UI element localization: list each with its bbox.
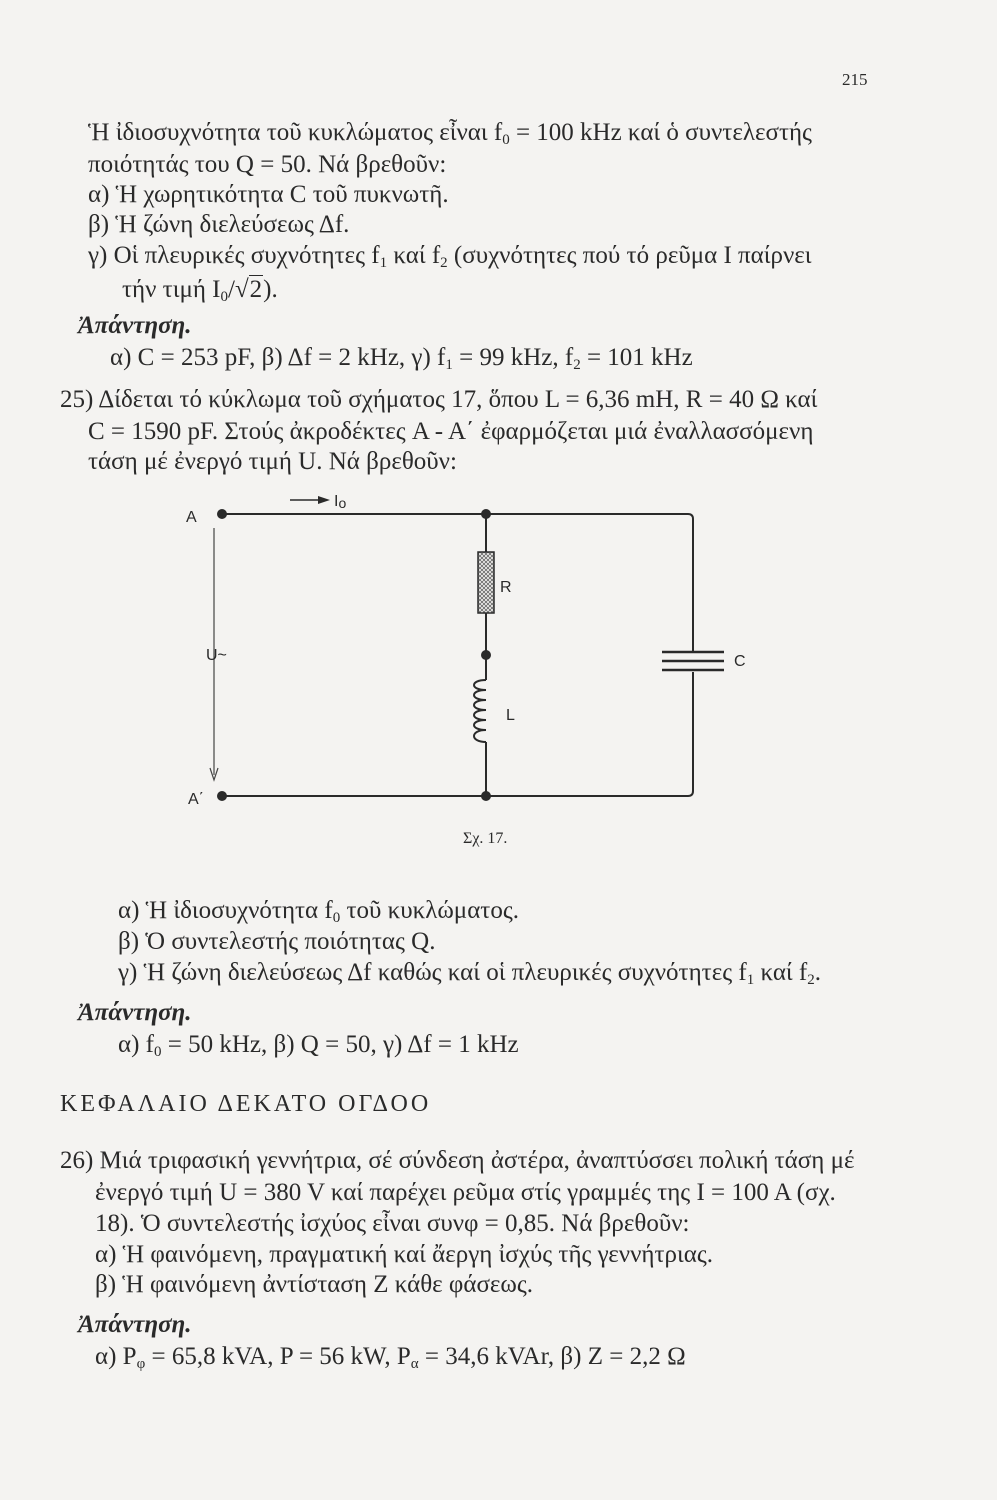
chapter-title: ΚΕΦΑΛΑΙΟ ΔΕΚΑΤΟ ΟΓΔΟΟ — [60, 1091, 432, 1117]
junction-bottom — [481, 791, 491, 801]
problem24-item-a: α) Ἡ χωρητικότητα C τοῦ πυκνωτῆ. — [88, 181, 449, 208]
problem26-answer: α) $P_\varphi = 65,8$ kVA, P = 56 kW, $P_\alpha = 34,6$ kVAr, β) Z = 2,2 Ω — [95, 1343, 686, 1372]
label-voltage: U~ — [206, 647, 227, 664]
problem26-line2: ἐνεργό τιμή U = 380 V καί παρέχει ρεῦμα στίς γραμμές της I = 100 A (σχ. — [95, 1179, 836, 1206]
problem26-line1: 26) Μιά τριφασική γεννήτρια, σέ σύνδεση ἀστέρα, ἀναπτύσσει πολική τάση μέ — [60, 1147, 855, 1174]
problem24-item-c-cont: τήν τιμή $I_0/√2$). — [122, 276, 278, 305]
page-number: 215 — [842, 70, 868, 89]
problem25-answer: α) $f_0 = 50$ kHz, β) Q = 50, γ) Δf = 1 kHz — [118, 1031, 519, 1060]
problem24-answer-label: Ἀπάντηση. — [78, 312, 192, 339]
label-a: A — [186, 509, 197, 526]
junction-top — [481, 509, 491, 519]
problem25-line3: τάση μέ ἐνεργό τιμή U. Νά βρεθοῦν: — [88, 448, 457, 475]
label-capacitor: C — [734, 653, 746, 670]
resistor — [478, 552, 494, 613]
label-resistor: R — [500, 579, 512, 596]
figure-caption: Σχ. 17. — [463, 830, 508, 847]
problem26-item-b: β) Ἡ φαινόμενη ἀντίσταση Z κάθε φάσεως. — [95, 1271, 534, 1298]
problem25-item-b: β) Ὁ συντελεστής ποιότητας Q. — [118, 928, 436, 955]
terminal-a-prime — [217, 791, 227, 801]
problem25-line1: 25) Δίδεται τό κύκλωμα τοῦ σχήματος 17, ὅπου L = 6,36 mH, R = 40 Ω καί — [60, 386, 818, 413]
label-inductor: L — [506, 707, 515, 724]
problem24-answer: α) C = 253 pF, β) Δf = 2 kHz, γ) $f_1 = 99$ kHz, $f_2 = 101$ kHz — [110, 344, 693, 373]
problem24-item-c: γ) Οἱ πλευρικές συχνότητες $f_1$ καί $f_2$ (συχνότητες πού τό ρεῦμα I παίρνει — [88, 242, 812, 271]
problem26-item-a: α) Ἡ φαινόμενη, πραγματική καί ἄεργη ἰσχύς τῆς γεννήτριας. — [95, 1241, 713, 1268]
problem25-line2: C = 1590 pF. Στούς ἀκροδέκτες A - A΄ ἐφαρμόζεται μιά ἐναλλασσόμενη — [88, 418, 814, 445]
problem25-item-c: γ) Ἡ ζώνη διελεύσεως Δf καθώς καί οἱ πλευρικές συχνότητες $f_1$ καί $f_2$. — [118, 959, 821, 988]
problem25-item-a: α) Ἡ ἰδιοσυχνότητα $f_0$ τοῦ κυκλώματος. — [118, 897, 520, 926]
label-a-prime: A΄ — [188, 791, 204, 808]
junction-middle — [481, 650, 491, 660]
terminal-a — [217, 509, 227, 519]
inductor — [474, 680, 486, 742]
current-arrow — [290, 496, 330, 504]
problem26-line3: 18). Ὁ συντελεστής ἰσχύος εἶναι συνφ = 0,85. Νά βρεθοῦν: — [95, 1210, 690, 1237]
problem25-answer-label: Ἀπάντηση. — [78, 999, 192, 1026]
problem24-line1: Ἡ ἰδιοσυχνότητα τοῦ κυκλώματος εἶναι $f_0 = 100$ kHz καί ὁ συντελεστής — [88, 119, 812, 148]
problem24-line2: ποιότητάς του Q = 50. Νά βρεθοῦν: — [88, 151, 447, 178]
problem24-item-b: β) Ἡ ζώνη διελεύσεως Δf. — [88, 211, 350, 238]
circuit-wires — [222, 514, 693, 796]
capacitor — [662, 652, 724, 670]
label-current: Io — [334, 493, 347, 511]
problem26-answer-label: Ἀπάντηση. — [78, 1311, 192, 1338]
